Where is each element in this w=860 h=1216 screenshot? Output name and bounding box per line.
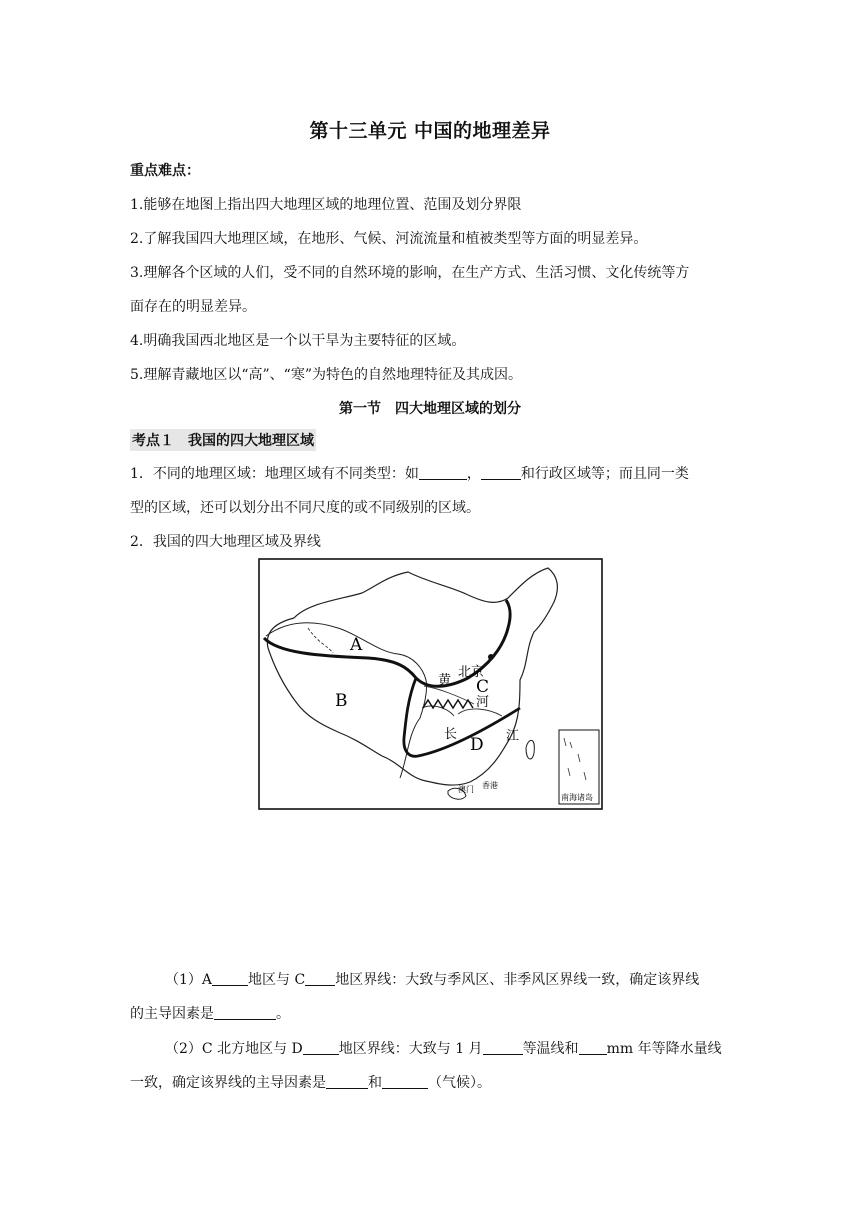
key-point-3: 3.理解各个区域的人们，受不同的自然环境的影响，在生产方式、生活习惯、文化传统等方 bbox=[130, 265, 690, 281]
q1-sep: ， bbox=[466, 466, 481, 482]
sub1-line2a: 的主导因素是 bbox=[130, 1006, 214, 1022]
map-label-d: D bbox=[470, 735, 484, 755]
map-label-b: B bbox=[335, 691, 348, 711]
sub-question-1-line-1 bbox=[165, 969, 699, 989]
sub1-blank-2[interactable] bbox=[305, 971, 335, 986]
sub2-line2a: 一致，确定该界线的主导因素是 bbox=[130, 1075, 326, 1091]
sub2-blank-1[interactable] bbox=[303, 1040, 339, 1055]
sub2-d: mm 年等降水量线 bbox=[606, 1041, 722, 1057]
beijing-point bbox=[488, 654, 494, 660]
sub2-line2b: 和 bbox=[368, 1075, 382, 1091]
map-label-beijing: 北京 bbox=[458, 665, 485, 680]
page-title: 第十三单元 中国的地理差异 bbox=[309, 120, 551, 142]
map-label-nanhai: 南海诸岛 bbox=[561, 793, 593, 802]
sub-question-2-line-1 bbox=[165, 1038, 722, 1058]
sub2-blank-3[interactable] bbox=[579, 1040, 607, 1055]
sub-question-1-line-2 bbox=[130, 1003, 290, 1023]
sub1-blank-1[interactable] bbox=[212, 971, 248, 986]
kaodian-heading: 考点１ 我国的四大地理区域 bbox=[130, 429, 316, 451]
key-points-heading: 重点难点： bbox=[130, 163, 200, 179]
question-1-line-1 bbox=[130, 463, 689, 483]
sub1-a: （1）A bbox=[165, 972, 213, 988]
sub1-line2b: 。 bbox=[276, 1006, 290, 1022]
map-label-he: 河 bbox=[476, 695, 490, 710]
question-1-line-2: 型的区域，还可以划分出不同尺度的或不同级别的区域。 bbox=[130, 500, 480, 516]
q1-text-a: 1．不同的地理区域：地理区域有不同类型：如 bbox=[130, 466, 419, 482]
sub1-blank-3[interactable] bbox=[214, 1005, 276, 1020]
sub-question-2-line-2 bbox=[130, 1072, 491, 1092]
sub1-c: 地区界线：大致与季风区、非季风区界线一致，确定该界线 bbox=[335, 972, 700, 988]
map-label-jiang: 江 bbox=[506, 729, 520, 744]
map-label-chang: 长 bbox=[444, 727, 458, 742]
sub2-blank-4[interactable] bbox=[326, 1074, 368, 1089]
sub1-b: 地区与 C bbox=[248, 972, 306, 988]
sub2-a: （2）C 北方地区与 D bbox=[165, 1041, 303, 1057]
map-label-a: A bbox=[350, 635, 363, 655]
key-point-1: 1.能够在地图上指出四大地理区域的地理位置、范围及划分界限 bbox=[130, 197, 522, 213]
key-point-5: 5.理解青藏地区以“高”、“寒”为特色的自然地理特征及其成因。 bbox=[130, 367, 522, 383]
q1-text-b: 和行政区域等；而且同一类 bbox=[520, 466, 689, 482]
sub2-c: 等温线和 bbox=[522, 1041, 579, 1057]
section-title: 第一节 四大地理区域的划分 bbox=[339, 401, 521, 417]
key-point-3-cont: 面存在的明显差异。 bbox=[130, 299, 256, 315]
key-point-4: 4.明确我国西北地区是一个以干旱为主要特征的区域。 bbox=[130, 333, 466, 349]
sub2-blank-2[interactable] bbox=[483, 1040, 523, 1055]
q1-blank-1[interactable] bbox=[419, 465, 467, 480]
china-regions-map bbox=[258, 558, 603, 810]
question-2: 2．我国的四大地理区域及界线 bbox=[130, 534, 321, 550]
sub2-blank-5[interactable] bbox=[382, 1074, 428, 1089]
q1-blank-2[interactable] bbox=[481, 465, 521, 480]
map-frame bbox=[259, 559, 602, 809]
sub2-b: 地区界线：大致与 1 月 bbox=[338, 1041, 483, 1057]
map-label-huang: 黄 bbox=[438, 673, 452, 688]
map-label-c: C bbox=[476, 677, 490, 697]
sub2-line2c: （气候）。 bbox=[428, 1075, 491, 1091]
map-label-hongkong: 香港 bbox=[482, 781, 498, 790]
key-point-2: 2.了解我国四大地理区域，在地形、气候、河流流量和植被类型等方面的明显差异。 bbox=[130, 231, 648, 247]
map-label-macau: 澳门 bbox=[458, 785, 474, 794]
